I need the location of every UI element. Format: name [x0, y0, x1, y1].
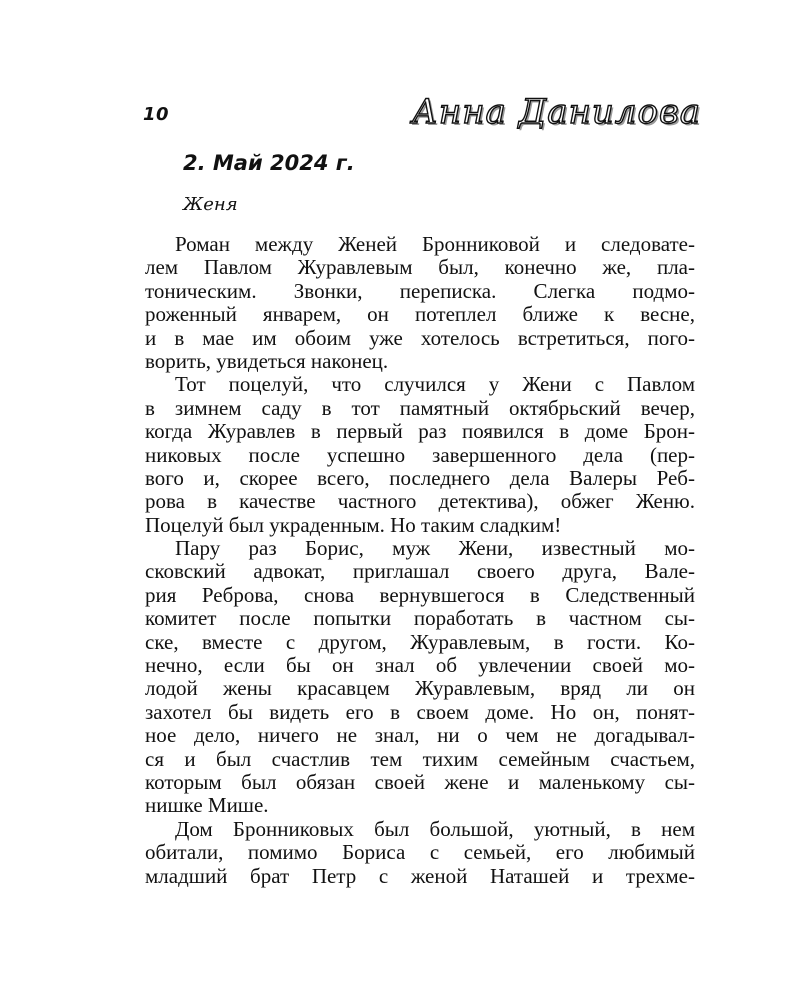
text-line: младший брат Петр с женой Наташей и трехме- — [145, 863, 695, 888]
text-line: и в мае им обоим уже хотелось встретиться, пого- — [145, 325, 695, 350]
text-line: рова в качестве частного детектива), обжег Женю. — [145, 489, 695, 514]
text-line: комитет после попытки поработать в частном сы- — [145, 606, 695, 631]
text-line: в зимнем саду в тот памятный октябрьский вечер, — [145, 395, 695, 420]
text-line: обитали, помимо Бориса с семьей, его любимый — [145, 840, 695, 865]
text-line: тоническим. Звонки, переписка. Слегка подмо- — [145, 278, 695, 303]
text-line: ся и был счастлив тем тихим семейным счастьем, — [145, 746, 695, 771]
text-line: сковский адвокат, приглашал своего друга, Вале- — [145, 559, 695, 584]
text-line: захотел бы видеть его в своем доме. Но он, понят- — [145, 699, 695, 724]
text-line: ное дело, ничего не знал, ни о чем не догадывал- — [145, 723, 695, 748]
text-line: которым был обязан своей жене и маленькому сы- — [145, 769, 695, 794]
text-line: ворить, увидеться наконец. — [145, 348, 389, 373]
text-line: рия Реброва, снова вернувшегося в Следственный — [145, 582, 695, 607]
text-line: Дом Бронниковых был большой, уютный, в нем — [175, 816, 695, 841]
text-line: вого и, скорее всего, последнего дела Валеры Реб- — [145, 465, 695, 490]
text-line: лодой жены красавцем Журавлевым, вряд ли он — [145, 676, 695, 701]
text-line: Тот поцелуй, что случился у Жени с Павлом — [175, 372, 695, 397]
section-subheading: Женя — [183, 194, 238, 215]
text-line: никовых после успешно завершенного дела (пер- — [145, 442, 695, 467]
text-line: лем Павлом Журавлевым был, конечно же, пла- — [145, 255, 695, 280]
author-running-head: Анна Данилова — [412, 92, 702, 132]
text-line: нечно, если бы он знал об увлечении своей мо- — [145, 653, 695, 678]
text-line: когда Журавлев в первый раз появился в доме Брон- — [145, 419, 695, 444]
text-line: ске, вместе с другом, Журавлевым, в гости. Ко- — [145, 629, 695, 654]
body-text — [145, 233, 695, 888]
text-line: Пару раз Борис, муж Жени, известный мо- — [175, 536, 695, 561]
text-line: Поцелуй был украденным. Но таким сладким! — [145, 512, 562, 537]
text-line: нишке Мише. — [145, 793, 269, 818]
text-line: Роман между Женей Бронниковой и следовате- — [175, 232, 695, 256]
page-number: 10 — [143, 104, 170, 125]
text-line: роженный январем, он потеплел ближе к весне, — [145, 302, 695, 327]
chapter-title: 2. Май 2024 г. — [183, 151, 355, 175]
